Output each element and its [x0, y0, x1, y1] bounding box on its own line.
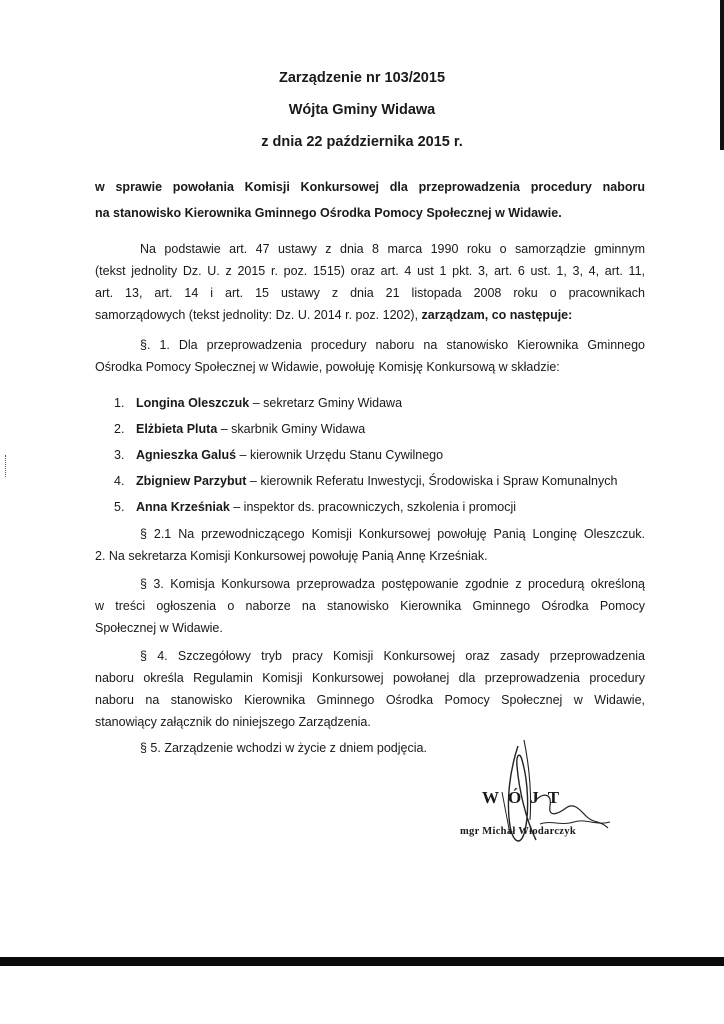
subject-line-2: na stanowisko Kierownika Gminnego Ośrodka Pomocy Społecznej w Widawie.: [95, 206, 562, 220]
legal-basis-line: Na podstawie art. 47 ustawy z dnia 8 marca 1990 roku o samorządzie gminnym: [140, 242, 645, 256]
member-name: Elżbieta Pluta: [136, 422, 218, 436]
signature-name-stamp: mgr Michał Włodarczyk: [460, 826, 576, 837]
section-1-line: §. 1. Dla przeprowadzenia procedury naboru na stanowisko Kierownika Gminnego: [140, 338, 645, 352]
handwritten-signature: [440, 730, 640, 860]
section-1-line: Ośrodka Pomocy Społecznej w Widawie, powołuję Komisję Konkursową w składzie:: [95, 360, 560, 374]
subject-block: [95, 174, 645, 226]
section-3-line: w treści ogłoszenia o naborze na stanowisko Kierownika Gminnego Ośrodka Pomocy: [95, 599, 645, 613]
scan-bottom-bar: [0, 957, 724, 966]
subject-line-1: w sprawie powołania Komisji Konkursowej dla przeprowadzenia procedury naboru: [95, 180, 645, 194]
section-4-line: naboru określa Regulamin Komisji Konkursowej powołanej dla przeprowadzenia procedury: [95, 671, 645, 685]
section-5-line: § 5. Zarządzenie wchodzi w życie z dniem podjęcia.: [140, 741, 427, 755]
list-item: 1. Longina Oleszczuk – sekretarz Gminy Widawa: [114, 396, 403, 410]
enactment-phrase: zarządzam, co następuje:: [421, 308, 573, 322]
list-item: 5. Anna Krześniak – inspektor ds. pracowniczych, szkolenia i promocji: [114, 500, 517, 514]
section-3-line: Społecznej w Widawie.: [95, 621, 223, 635]
ordinance-number: Zarządzenie nr 103/2015: [278, 70, 446, 86]
member-role: – skarbnik Gminy Widawa: [217, 422, 366, 436]
member-role: – kierownik Urzędu Stanu Cywilnego: [236, 448, 444, 462]
legal-basis-line: (tekst jednolity Dz. U. z 2015 r. poz. 1515) oraz art. 4 ust 1 pkt. 3, art. 6 ust. 1, 3, 4, art. 11,: [95, 264, 645, 278]
list-item: 4. Zbigniew Parzybut – kierownik Referatu Inwestycji, Środowiska i Spraw Komunalnych: [114, 474, 618, 488]
section-2-line: § 2.1 Na przewodniczącego Komisji Konkursowej powołuję Panią Longinę Oleszczuk.: [140, 527, 645, 541]
scan-dots-mark: [5, 455, 8, 477]
issue-date: z dnia 22 października 2015 r.: [261, 134, 463, 150]
section-4-line: stanowiący załącznik do niniejszego Zarządzenia.: [95, 715, 371, 729]
section-2-paragraph: [95, 523, 645, 567]
section-3-paragraph: [95, 573, 645, 639]
legal-basis-paragraph: [95, 238, 645, 326]
section-3-line: § 3. Komisja Konkursowa przeprowadza postępowanie zgodnie z procedurą określoną: [140, 577, 645, 591]
issuer-title: Wójta Gminy Widawa: [288, 102, 436, 118]
member-name: Zbigniew Parzybut: [136, 474, 247, 488]
section-4-paragraph: [95, 645, 645, 733]
section-2-line: 2. Na sekretarza Komisji Konkursowej powołuję Panią Annę Krześniak.: [95, 549, 488, 563]
committee-members-list: [114, 390, 654, 520]
legal-basis-line: art. 13, art. 14 i art. 15 ustawy z dnia 21 listopada 2008 roku o pracownikach: [95, 286, 645, 300]
legal-basis-last-text: samorządowych (tekst jednolity: Dz. U. 2014 r. poz. 1202),: [95, 308, 422, 322]
signature-block: [440, 730, 640, 860]
list-item: 3. Agnieszka Galuś – kierownik Urzędu Stanu Cywilnego: [114, 448, 444, 462]
member-role: – inspektor ds. pracowniczych, szkolenia i promocji: [229, 500, 517, 514]
legal-basis-line: [95, 304, 645, 326]
section-4-line: naboru na stanowisko Kierownika Gminnego Ośrodka Pomocy Społecznej w Widawie,: [95, 693, 645, 707]
list-item: 2. Elżbieta Pluta – skarbnik Gminy Widawa: [114, 422, 366, 436]
signature-office-stamp: WÓJT: [482, 788, 569, 807]
member-role: – sekretarz Gminy Widawa: [249, 396, 403, 410]
section-1-paragraph: [95, 334, 645, 378]
member-name: Agnieszka Galuś: [136, 448, 237, 462]
member-role: – kierownik Referatu Inwestycji, Środowiska i Spraw Komunalnych: [246, 474, 618, 488]
member-name: Anna Krześniak: [136, 500, 230, 514]
member-name: Longina Oleszczuk: [136, 396, 250, 410]
section-4-line: § 4. Szczegółowy tryb pracy Komisji Konkursowej oraz zasady przeprowadzenia: [140, 649, 645, 663]
